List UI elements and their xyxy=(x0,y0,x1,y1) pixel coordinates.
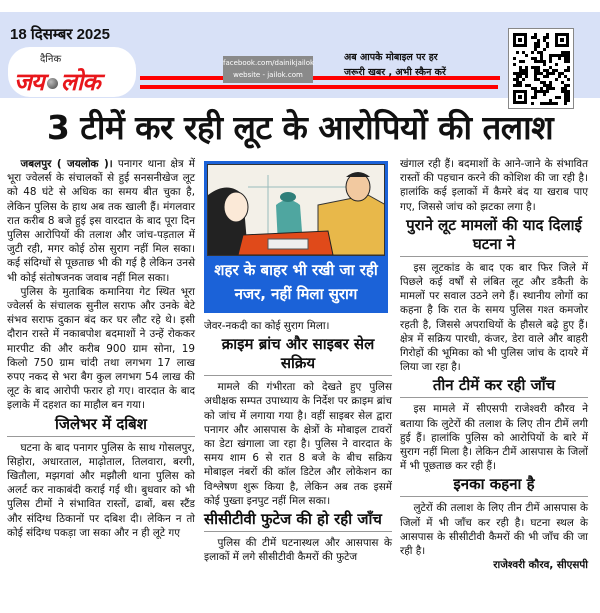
social-links-box xyxy=(223,56,313,83)
col1-paragraph-2: पुलिस के मुताबिक कमानिया गेट स्थित भूरा ज्वेलर्स के संचालक सुनील सराफ और उनके बेटे संभव सराफ दुकान बंद कर घर लौट रहे थे। इसी दौरान रास्ते में नकाबपोश बदमाशों ने उन्हें रोककर मारपीट की और करीब 900 ग्राम सोना, 19 किलो 750 ग्राम चांदी तथा लगभग 17 लाख रुपए नकद से भरा बैग कुल लगभग 54 लाख की लूट के बाद आरोपी फरार हो गए। वारदात के बाद इलाके में दहशत का माहौल बन गया। xyxy=(7,285,195,412)
globe-icon xyxy=(47,78,58,89)
col3-paragraph-1: खंगाल रही हैं। बदमाशों के आने-जाने के संभावित रास्तों की पहचान करने की कोशिश की जा रही है। हालांकि कई इलाकों में कैमरे बंद या खराब पाए गए, जिससे जांच को झटका लगा है। xyxy=(400,158,588,213)
news-photo xyxy=(204,161,388,313)
promo-line-1: अब आपके मोबाइल पर हर xyxy=(344,52,438,63)
column-3 xyxy=(400,157,588,572)
illustration-image xyxy=(207,164,385,256)
promo-line-2: जरूरी खबर , अभी स्कैन करें xyxy=(344,67,446,78)
logo-wordmark xyxy=(14,65,100,98)
logo-left: जय xyxy=(14,68,44,96)
website-link[interactable]: website - jailok.com xyxy=(233,71,303,79)
issue-date: 18 दिसम्बर 2025 xyxy=(10,26,110,43)
qr-code-icon[interactable] xyxy=(508,28,574,109)
col3-quote: लुटेरों की तलाश के लिए तीन टीमें आसपास के जिलों में भी जाँच कर रही है। घटना स्थल के आसपास के सीसीटीवी कैमरों की भी जाँच की जा रही है। xyxy=(400,502,588,558)
subheading-old-cases: पुराने लूट मामलों की याद दिलाई घटना ने xyxy=(400,216,588,257)
scan-promo xyxy=(344,50,454,80)
headline: 3 टीमें कर रही लूट के आरोपियों की तलाश xyxy=(46,108,554,147)
col1-paragraph-3: घटना के बाद पनागर पुलिस के साथ गोसलपुर, सिहोरा, अधारताल, माढ़ोताल, तिलवारा, बरगी, खितौला, मझगवां और मझौली थाना पुलिस को अलर्ट कर नाकाबंदी कराई गई थी। बुधवार को भी पुलिस टीमों ने संभावित रास्तों, ढाबों, बस स्टैंड और संदिग्ध ठिकानों पर दबिश दी। लेकिन न तो कोई संदिग्ध पकड़ा जा सका और न ही लूटे गए xyxy=(7,441,195,539)
subheading-three-teams: तीन टीमें कर रही जाँच xyxy=(400,376,588,398)
col2-paragraph-1: जेवर-नकदी का कोई सुराग मिला। xyxy=(204,320,330,332)
col3-paragraph-3: इस मामले में सीएसपी राजेश्वरी कौरव ने बताया कि लुटेरों की तलाश के लिए तीन टीमें लगी हुई हैं। हालांकि पुलिस को आरोपियों के बारे में सुराग नहीं मिला है। लेकिन टीमें आसपास के जिलों में भी पूछताछ कर रही हैं। xyxy=(400,403,588,473)
col2-paragraph-2: मामले की गंभीरता को देखते हुए पुलिस अधीक्षक सम्पत उपाध्याय के निर्देश पर क्राइम ब्रांच को जांच में लगाया गया है। वहीं साइबर सेल द्वारा पनागर और आसपास के क्षेत्रों के मोबाइल टावरों का डेटा खंगाला जा रहा है। पुलिस ने वारदात के समय शाम 6 से रात 8 बजे के बीच सक्रिय मोबाइल नंबरों की कॉल डिटेल और लोकेशन का विश्लेषण शुरू किया है, लेकिन अब तक इसमें कोई पुख्ता इनपुट नहीं मिल सका। xyxy=(204,381,392,507)
subheading-cctv: सीसीटीवी फुटेज की हो रही जाँच xyxy=(204,510,392,532)
police-illustration-icon xyxy=(208,165,385,255)
col2-paragraph-3: पुलिस की टीमें घटनास्थल और आसपास के इलाकों में लगे सीसीटीवी कैमरों की फुटेज xyxy=(204,537,392,564)
red-rule-bottom xyxy=(140,85,498,89)
facebook-link[interactable]: facebook.com/dainikjailok xyxy=(223,59,315,67)
dateline: जबलपुर ( जयलोक )। xyxy=(20,158,113,170)
column-1 xyxy=(7,157,195,540)
col3-paragraph-2: इस लूटकांड के बाद एक बार फिर जिले में पिछले कई वर्षों से लंबित लूट और डकैती के मामलों पर सवाल उठने लगे हैं। स्थानीय लोगों का कहना है कि रात के समय पुलिस गश्त कमजोर रहती है, जिससे अपराधियों के हौसले बढ़े हुए हैं। क्षेत्र में सक्रिय पारधी, कंजर, डेरा वाले और बाहरी गिरोहों की भूमिका को भी पुलिस जांच के दायरे में लिया जा रहा है। xyxy=(400,261,588,374)
col1-paragraph-1: पनागर थाना क्षेत्र में भूरा ज्वेलर्स के संचालकों से हुई सनसनीखेज लूट को 48 घंटे से अधिक का समय बीत चुका है, लेकिन पुलिस के हाथ अब तक खाली हैं। मंगलवार रात करीब 8 बजे हुई इस वारदात के बाद पूरा दिन पुलिस आरोपियों की तलाश और जांच-पड़ताल में जुटी रही, मगर कोई ठोस सुराग नहीं मिल सका। कई संदिग्धों से पूछताछ भी की गई है लेकिन उनसे भी कोई संतोषजनक जवाब नहीं मिल सका। xyxy=(7,158,195,284)
column-2 xyxy=(204,161,392,564)
subheading-district-raids: जिलेभर में दबिश xyxy=(7,415,195,437)
subheading-quote: इनका कहना है xyxy=(400,475,588,497)
logo-prefix: दैनिक xyxy=(40,54,62,65)
photo-caption: शहर के बाहर भी रखी जा रही नजर, नहीं मिला सुराग xyxy=(214,261,378,303)
quote-byline: राजेश्वरी कौरव, सीएसपी xyxy=(493,559,588,572)
subheading-crime-branch: क्राइम ब्रांच और साइबर सेल सक्रिय xyxy=(204,335,392,376)
newspaper-logo[interactable] xyxy=(8,47,136,97)
masthead xyxy=(0,12,600,98)
logo-right: लोक xyxy=(60,68,100,96)
